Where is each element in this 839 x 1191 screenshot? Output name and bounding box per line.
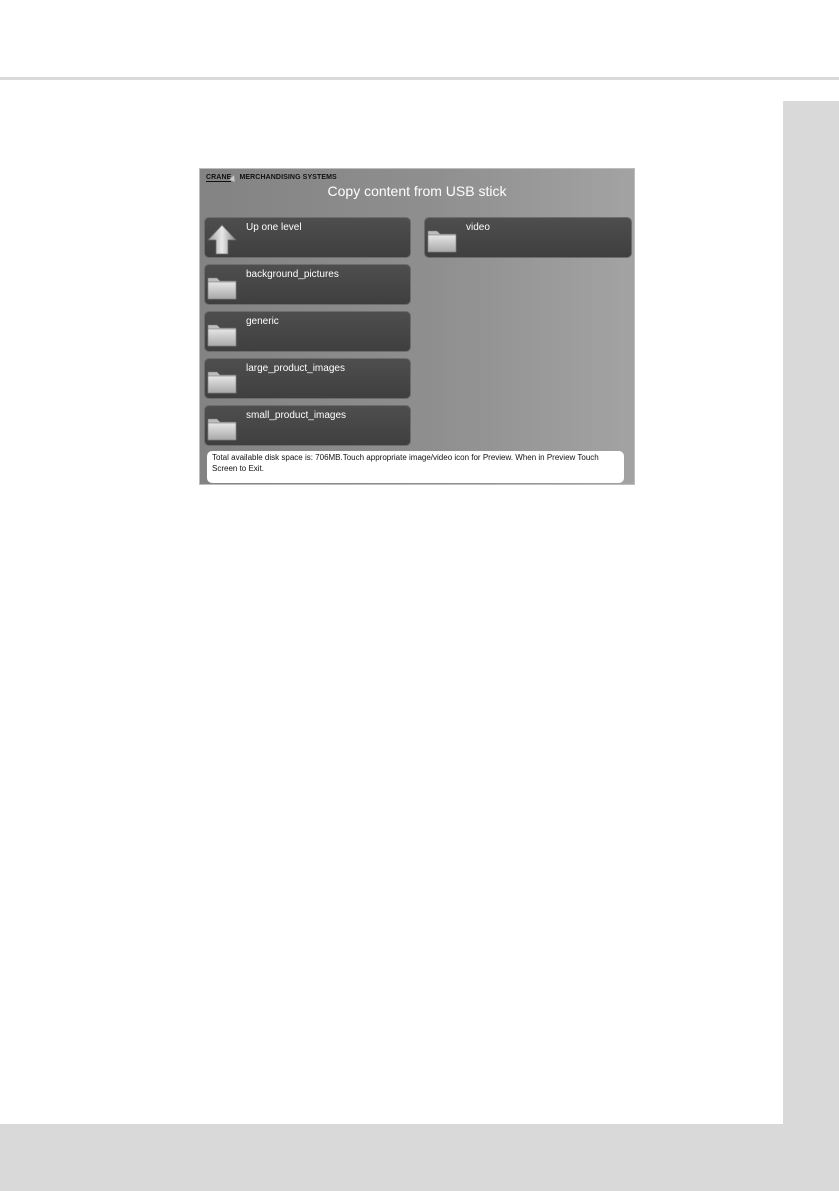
folder-background-pictures[interactable] [204, 264, 411, 305]
folder-icon [206, 317, 238, 349]
folder-label: video [466, 222, 490, 233]
up-one-level-button[interactable] [204, 217, 411, 258]
folder-icon [206, 270, 238, 302]
folder-generic[interactable] [204, 311, 411, 352]
folder-icon [206, 411, 238, 443]
folder-label: small_product_images [246, 410, 347, 421]
folder-small-product-images[interactable] [204, 405, 411, 446]
header-divider [0, 77, 839, 80]
folder-label: large_product_images [246, 363, 345, 374]
folder-video[interactable] [424, 217, 632, 258]
folder-icon [206, 364, 238, 396]
side-margin-band [783, 101, 839, 1191]
up-one-level-label: Up one level [246, 222, 302, 233]
brand-crane: CRANE [206, 174, 232, 181]
brand-logo [206, 174, 337, 182]
status-message: Total available disk space is: 706MB.Touch appropriate image/video icon for Preview. When in Preview Touch Screen to Exit. [207, 451, 624, 483]
footer-band [0, 1124, 839, 1191]
brand-merchandising: MERCHANDISING SYSTEMS [239, 174, 337, 181]
folder-label: generic [246, 316, 279, 327]
folder-label: background_pictures [246, 269, 339, 280]
folder-icon [426, 223, 458, 255]
screen-title: Copy content from USB stick [327, 183, 507, 199]
usb-copy-screen [199, 168, 635, 485]
folder-large-product-images[interactable] [204, 358, 411, 399]
up-arrow-icon [206, 223, 238, 255]
